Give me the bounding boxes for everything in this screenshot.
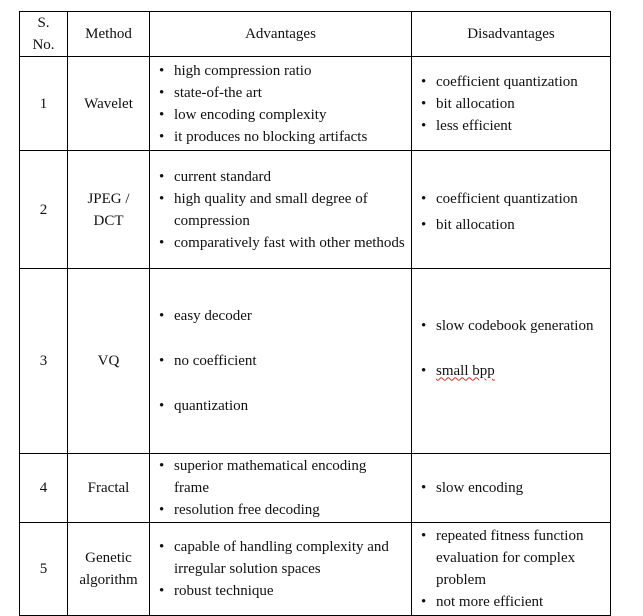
list-item: • capable of handling complexity and irregular solution spaces [156, 536, 405, 580]
advantages-cell [150, 523, 412, 616]
method-name: algorithm [79, 572, 138, 588]
row-number: 4 [20, 454, 68, 523]
row-number: 2 [20, 151, 68, 269]
table-row [20, 454, 611, 523]
advantages-list [156, 455, 405, 521]
method-name: VQ [97, 353, 120, 369]
header-sno: S. No. [20, 12, 68, 57]
method-name: DCT [93, 212, 124, 229]
list-item: • current standard [156, 166, 405, 188]
method-cell [68, 269, 150, 454]
list-item: • resolution free decoding [156, 499, 405, 521]
list-item: • coefficient quantization [418, 71, 604, 93]
method-name: Wavelet [84, 95, 133, 112]
disadvantages-list [418, 188, 604, 236]
advantages-list [156, 166, 405, 254]
list-item: • easy decoder [156, 305, 405, 327]
disadvantages-list [418, 315, 604, 382]
advantages-list [156, 60, 405, 148]
disadvantages-cell [412, 151, 611, 269]
table-row [20, 269, 611, 454]
list-item: • bit allocation [418, 93, 604, 115]
list-item [418, 360, 604, 382]
list-item: • it produces no blocking artifacts [156, 126, 405, 148]
advantages-cell [150, 57, 412, 151]
disadvantages-cell [412, 57, 611, 151]
method-cell [68, 454, 150, 523]
header-advantages: Advantages [150, 12, 412, 57]
row-number: 5 [20, 523, 68, 616]
method-cell [68, 523, 150, 616]
advantages-cell [150, 151, 412, 269]
list-item: • slow encoding [418, 477, 604, 499]
list-item: • no coefficient [156, 350, 405, 372]
advantages-list [156, 536, 405, 602]
disadvantages-list [418, 525, 604, 613]
disadvantages-cell [412, 454, 611, 523]
method-cell [68, 57, 150, 151]
spellcheck-text: small bpp [436, 362, 495, 379]
list-item: • not more efficient [418, 591, 604, 613]
advantages-cell [150, 454, 412, 523]
disadvantages-cell [412, 523, 611, 616]
disadvantages-list [418, 71, 604, 137]
list-item: • coefficient quantization [418, 188, 604, 210]
list-item: • comparatively fast with other methods [156, 232, 405, 254]
table-row [20, 151, 611, 269]
table-row [20, 57, 611, 151]
list-item: • high quality and small degree of compression [156, 188, 405, 232]
header-disadvantages: Disadvantages [412, 12, 611, 57]
list-item: • slow codebook generation [418, 315, 604, 337]
header-method: Method [68, 12, 150, 57]
table-row [20, 523, 611, 616]
header-row [20, 12, 611, 57]
method-name: Fractal [87, 480, 130, 496]
advantages-list [156, 305, 405, 417]
advantages-cell [150, 269, 412, 454]
disadvantages-cell [412, 269, 611, 454]
row-number: 3 [20, 269, 68, 454]
list-item: • repeated fitness function evaluation for complex problem [418, 525, 604, 591]
list-item: • superior mathematical encoding frame [156, 455, 405, 499]
list-item: • quantization [156, 395, 405, 417]
method-name: JPEG / [87, 190, 130, 207]
comparison-table [19, 11, 611, 616]
list-item: • state-of-the art [156, 82, 405, 104]
list-item: • low encoding complexity [156, 104, 405, 126]
row-number: 1 [20, 57, 68, 151]
list-item: • less efficient [418, 115, 604, 137]
method-name: Genetic [85, 550, 132, 566]
list-item: • robust technique [156, 580, 405, 602]
list-item: • bit allocation [418, 214, 604, 236]
list-item: • high compression ratio [156, 60, 405, 82]
method-cell [68, 151, 150, 269]
disadvantages-list [418, 477, 604, 499]
